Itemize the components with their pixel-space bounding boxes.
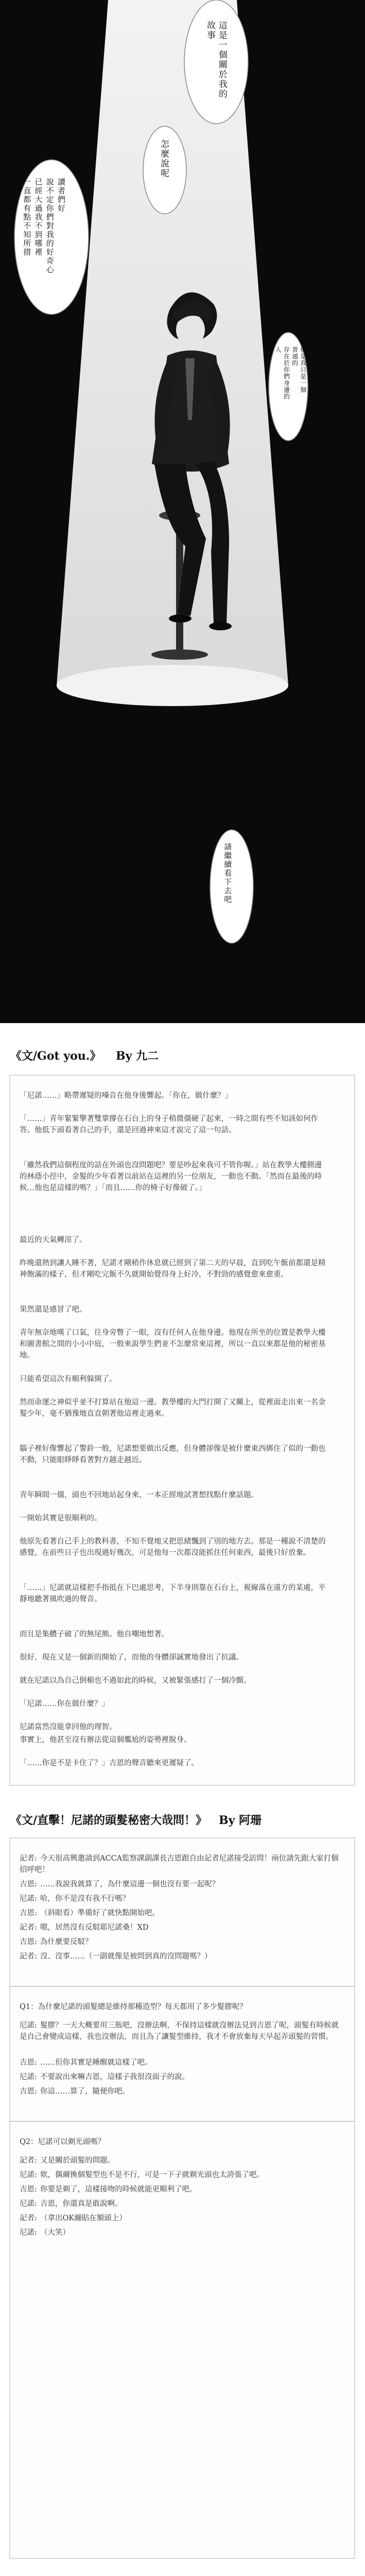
speaker-text: ……我說我就算了，為什麼這邊一個也沒有要一起呢？ xyxy=(40,1880,219,1888)
bubble-3-line: 已經大過我不到哪裡 xyxy=(33,178,43,257)
story-paragraph: 很好，現在又是一個新的開始了，而他的身體卻誠實地發出了抗議。 xyxy=(20,1653,244,1662)
interview-line xyxy=(20,1853,339,1876)
story-paragraph: 「尼諾……你在做什麼？」 xyxy=(20,1700,109,1708)
speaker-label: 吉恩: xyxy=(20,1880,37,1888)
speaker-text: 沒、沒事……（一副就像是被問到真的沒問題嗎？） xyxy=(40,1952,212,1961)
interview-title: 《文/直擊！尼諾的頭髮秘密大哉問！》 xyxy=(10,1814,207,1827)
interview-line xyxy=(20,1893,339,1904)
bubble-5-line: 請繼續看下去吧 xyxy=(223,843,233,904)
interview-line xyxy=(20,1879,339,1890)
bubble-3-line: 讀者們好 xyxy=(57,178,66,213)
interview-question: Q1：為什麼尼諾的頭髮總是維持那種造型？每天都用了多少髮膠呢？ xyxy=(20,2003,247,2011)
interview-line xyxy=(20,2020,339,2043)
speaker-label: 吉恩: xyxy=(20,2059,37,2067)
story-paragraph: 他原先看著自己手上的教科書，不知不覺地又把思緒飄到了別的地方去。那是一種說不清楚的感覺，在前些日子也出現過好幾次，可是他每一次都沒能抓住任何東西，最後只好放棄。 xyxy=(20,1537,326,1557)
interview-line xyxy=(20,2071,339,2083)
story-paragraph: 「尼諾……」略帶遲疑的嗓音在他身後響起。「你在，做什麼？」 xyxy=(20,1092,233,1100)
story-paragraph: 最近的天氣轉涼了。 xyxy=(20,1236,87,1244)
bubble-1-text: 這是一個關於我的故事 xyxy=(204,21,227,99)
bubble-4-text xyxy=(274,346,307,434)
story-paragraph: 然而命運之神似乎並不打算站在他這一邊。教學樓的大門打開了又關上，從裡面走出來一名金髮少年，毫不猶豫地直直朝著他這裡走過來。 xyxy=(20,1398,326,1418)
interview-author: By 阿珊 xyxy=(219,1814,262,1827)
speaker-text: （斜眼看）準備好了就快點開始吧。 xyxy=(40,1909,160,1917)
speaker-text: 你要是剃了，這樣接吻的時候就能更順利了吧。 xyxy=(40,2185,197,2194)
story-paragraph: 青年無奈地嘆了口氣，往身旁瞥了一眼，沒有任何人在他身邊。他現在所坐的位置是教學大樓和圖書館之間的小小中庭，一般來說學生們並不怎麼常來這裡，所以一直以來都是他的秘密基地。 xyxy=(20,1329,326,1360)
story-paragraph: 腦子裡好像響起了警鈴一般，尼諾想要做出反應，但身體卻像是被什麼東西綁住了似的一動也不動，只能眼睜睜看著對方越走越近。 xyxy=(20,1445,326,1464)
story-paragraph: 「……你是不是卡住了？」吉恩的聲音聽來更遲疑了。 xyxy=(20,1759,199,1767)
interview-line xyxy=(20,2198,339,2210)
speaker-label: 尼諾: xyxy=(20,2229,37,2237)
spotlight-beam xyxy=(57,0,288,685)
story-paragraph: 只能希望這次有順利躲開了。 xyxy=(20,1375,117,1383)
speaker-text: 不要說出來嘛吉恩，這樣子我很沒面子的說。 xyxy=(40,2073,189,2081)
interview-line xyxy=(20,2057,339,2068)
speaker-text: 欸，偶爾換個髮型也不是不行，可是一下子就剃光頭也太誇張了吧。 xyxy=(40,2171,264,2179)
interview-line xyxy=(20,1951,339,1962)
story-paragraph: 事實上，他甚至沒有辦法從這個尷尬的姿勢裡脫身。 xyxy=(20,1736,192,1744)
speaker-label: 尼諾: xyxy=(20,2021,37,2030)
bubble-4-line: 存在於你們身邊的 xyxy=(283,346,290,400)
speaker-label: 吉恩: xyxy=(20,2185,37,2194)
speaker-label: 吉恩: xyxy=(20,1909,37,1917)
speaker-label: 尼諾: xyxy=(20,2171,37,2179)
bubble-3-line: 一直都有點不知所措 xyxy=(22,178,32,257)
interview-line xyxy=(20,1908,339,1919)
speaker-text: 哈，你不是沒有我不行嗎？ xyxy=(40,1895,130,1903)
story-paragraph: 就在尼諾以為自己倒楣也不過如此的時候，又被緊張感打了一個冷顫。 xyxy=(20,1677,251,1685)
story-paragraph: 「……」青年緊緊擎著雙掌撐在石台上的身子稍微僵硬了起來，一時之間有些不知該如何作答。他低下頭看著自己的手，還是回過神來這才說完了這一句話。 xyxy=(20,1115,318,1134)
interview-line xyxy=(20,1936,339,1948)
story-paragraph: 昨晚還熱到讓人睡不著，尼諾才剛稍作休息就已經到了第二天的早晨，直到吃午飯前都還是精神飽滿的樣子，但才剛吃完飯不久就開始覺得身上好冷，不對勁的感覺愈來愈重。 xyxy=(20,1259,326,1279)
story-section xyxy=(0,1023,365,1806)
speaker-label: 尼諾: xyxy=(20,2073,37,2081)
interview-line xyxy=(20,2213,339,2224)
speaker-text: 為什麼要反駁？ xyxy=(40,1938,93,1946)
interview-section xyxy=(0,1806,365,2576)
spotlight-floor xyxy=(57,665,288,706)
bubble-4-line: 人 xyxy=(274,346,282,353)
story-title: 《文/Got you.》 xyxy=(10,1049,101,1063)
divider xyxy=(9,1986,355,1987)
interview-line xyxy=(20,2086,339,2097)
story-paragraph: 「……」尼諾就這樣把手指抵在下巴處思考，下半身則靠在石台上，視線落在遠方的某處，平靜地聽著風吹過的聲音。 xyxy=(20,1584,326,1603)
bubble-3-text xyxy=(22,178,66,302)
speaker-label: 尼諾: xyxy=(20,2200,37,2208)
speaker-text: 你這……算了，隨便你吧。 xyxy=(40,2087,130,2096)
speaker-label: 記者: xyxy=(20,2156,37,2165)
speaker-label: 記者: xyxy=(20,1923,37,1932)
story-paragraph: 而且是集體子破了的無尾熊。他自嘲地想著。 xyxy=(20,1630,169,1638)
bubble-4-line: 普通的 xyxy=(291,346,299,366)
comic-panel xyxy=(0,0,365,1023)
speaker-text: 又是關於頭髮的問題。 xyxy=(40,2156,115,2165)
interview-line xyxy=(20,2155,339,2166)
story-paragraph: 青年瞬間一僵，頭也不回地站起身來，一本正經地試著想找點什麼話題。 xyxy=(20,1491,258,1499)
speaker-text: 吉恩，你還真是敢說啊。 xyxy=(40,2200,123,2208)
speaker-label: 記者: xyxy=(20,2214,37,2222)
interview-line xyxy=(20,2184,339,2195)
speaker-text: 今天很高興邀請到ACCA監察課副課長吉恩跟自由記者尼諾接受訪問！兩位請先跟大家打個招呼吧！ xyxy=(20,1854,339,1874)
speaker-text: ……但你其實是睡醒就這樣了吧。 xyxy=(40,2059,152,2067)
interview-line xyxy=(20,2169,339,2181)
speaker-label: 記者: xyxy=(20,1854,37,1863)
bubble-3-line: 說不定你們對我的好奇心 xyxy=(45,178,55,274)
story-paragraph: 「雖然我們這個程度的話在外頭也沒問題吧？要是吵起來我可不管你喔。」站在教學大樓側邊的林蔭小徑中，金髮的少年看著以前站在這裡的另一位朋友，一動也不動。「然而在最後的時候…他也是這樣的嗎？」「而且……你的椅子好像破了。」 xyxy=(20,1161,322,1192)
speaker-text: 髮膠？一天大概要用三瓶吧，沒辦法啊，不保持這樣就沒辦法見到吉恩了呢，頭髮有時候就是自己會變成這樣，我也沒辦法，而且為了讓髮型維持，我才不會放棄每天早起弄頭髮的習慣。 xyxy=(20,2021,339,2041)
speaker-text: 嗯，居然沒有反駁耶尼諾桑！XD xyxy=(40,1923,149,1932)
bubble-5-text xyxy=(222,843,233,930)
bubble-2-text: 怎麼說呢 xyxy=(158,139,169,178)
story-paragraph: 一開始其實是很順利的。 xyxy=(20,1514,102,1523)
speaker-label: 尼諾: xyxy=(20,1895,37,1903)
story-paragraph: 尼諾當然沒能拿回他的理智。 xyxy=(20,1723,117,1731)
interview-question: Q2：尼諾可以剃光頭嗎？ xyxy=(20,2138,106,2146)
speaker-label: 記者: xyxy=(20,1952,37,1961)
speaker-text: （拿出OK繃貼在額頭上） xyxy=(40,2214,127,2222)
speaker-label: 吉恩: xyxy=(20,1938,37,1946)
interview-line xyxy=(20,1922,339,1933)
story-author: By 九二 xyxy=(116,1049,159,1063)
story-paragraph: 果然還是感冒了吧。 xyxy=(20,1306,87,1314)
bubble-4-line: 但是我只是一個 xyxy=(299,346,307,393)
interview-line xyxy=(20,2227,339,2238)
divider xyxy=(9,2121,355,2122)
speaker-text: （大笑） xyxy=(40,2229,70,2237)
speaker-label: 吉恩: xyxy=(20,2087,37,2096)
comic-artwork xyxy=(0,0,365,1023)
